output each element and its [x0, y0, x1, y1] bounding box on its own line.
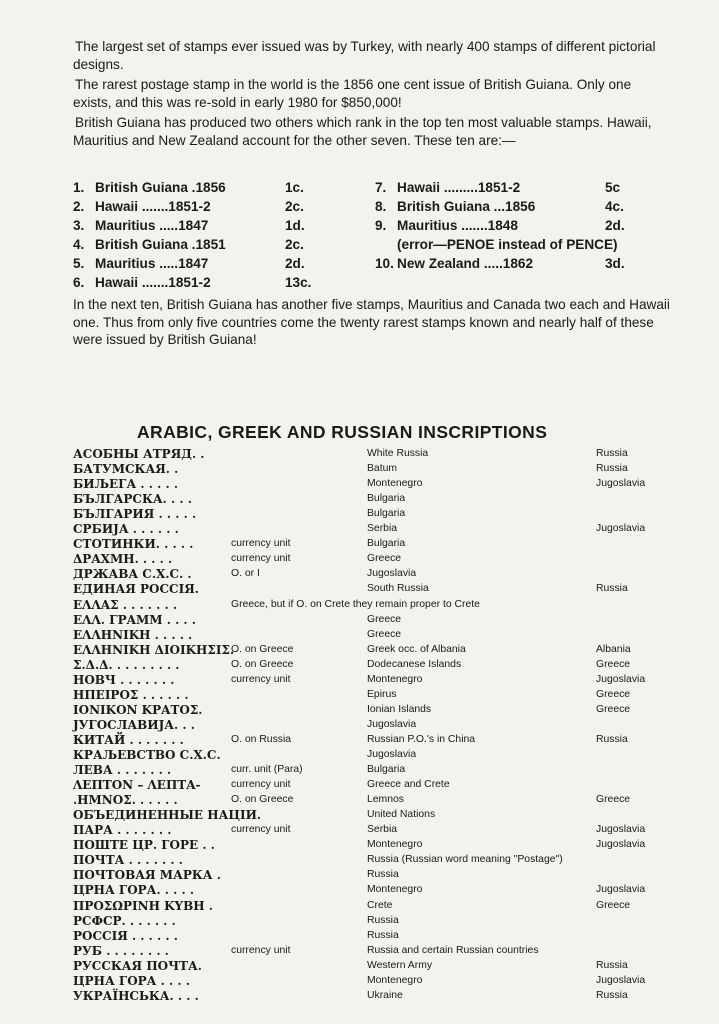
present-country: Greece [596, 688, 631, 700]
inscription-text: БАТУМСКАЯ. . [73, 462, 179, 477]
issuing-country: Ukraine [367, 989, 403, 1001]
stamp-year: 1851-2 [168, 199, 211, 214]
leader-dots: ......... [440, 180, 478, 195]
inscription-row [0, 673, 719, 687]
issuing-country: Montenegro [367, 974, 423, 986]
issuing-country: Russia (Russian word meaning "Postage") [367, 854, 563, 866]
inscription-text: ЛЕВА . . . . . . . [73, 763, 172, 778]
inscription-text: ОБЪЕДИНЕННЫЕ НАЦІИ. [73, 808, 262, 823]
inscription-row [0, 718, 719, 732]
stamp-value: 2d. [605, 218, 625, 233]
rarest-stamp-row [375, 235, 618, 254]
issuing-country: Jugoslavia [367, 568, 417, 580]
inscription-row [0, 868, 719, 882]
present-country: Russia [596, 583, 628, 595]
issuing-country: Russian P.O.'s in China [367, 733, 476, 745]
summary-paragraph: In the next ten, British Guiana has another five stamps, Mauritius and Canada two each and Hawaii one. Thus from only five countries come the twenty rarest stamps known and nearly half of these were issued by British Guiana! [73, 297, 670, 347]
rarest-stamp-row [375, 197, 624, 216]
inscription-text: ЦРНА ГОРА. . . . . [73, 883, 195, 898]
inscription-text: РУБ . . . . . . . . [73, 943, 169, 958]
stamp-value: 2c. [285, 237, 304, 252]
issuing-country: Bulgaria [367, 764, 406, 776]
stamp-year: 1856 [505, 199, 536, 214]
inscription-row [0, 883, 719, 897]
stamp-value: 5c [605, 180, 621, 195]
inscription-text: РОССІЯ . . . . . . [73, 928, 178, 943]
inscription-row [0, 914, 719, 928]
issuing-country: Greece [367, 553, 402, 565]
inscription-text: ΙΟΝΙΚΟΝ ΚΡΑΤΟΣ. [73, 702, 203, 717]
inscription-note: currency unit [231, 944, 291, 956]
issuing-country: Russia and certain Russian countries [367, 944, 539, 956]
intro-paragraph-turkey: The largest set of stamps ever issued was by Turkey, with nearly 400 stamps of different pictorial designs. [73, 39, 656, 72]
inscription-row [0, 507, 719, 521]
inscription-text: СРБИЈА . . . . . . [73, 522, 179, 537]
intro-text [73, 38, 673, 152]
inscription-note: O. or I [231, 568, 260, 580]
rarest-stamp-row [73, 178, 304, 197]
inscription-text: БЪЛГАРИЯ . . . . . [73, 507, 197, 522]
rank-number: 5. [73, 256, 85, 271]
stamp-country: Hawaii [397, 180, 441, 195]
inscription-note: curr. unit (Para) [231, 764, 303, 776]
inscription-row [0, 462, 719, 476]
inscription-note: Greece, but if O. on Crete they remain proper to Crete [231, 598, 480, 610]
inscription-text: ΗΠΕΙΡΟΣ . . . . . . [73, 687, 189, 702]
inscription-row [0, 733, 719, 747]
stamp-country: Hawaii [95, 199, 139, 214]
stamp-year: 1851 [195, 237, 226, 252]
present-country: Albania [596, 643, 631, 655]
inscription-row [0, 808, 719, 822]
leader-dots: . [187, 180, 196, 195]
issuing-country: Greek occ. of Albania [367, 643, 466, 655]
stamp-value: 2c. [285, 199, 304, 214]
inscription-text: РУССКАЯ ПОЧТА. [73, 958, 202, 973]
issuing-country: Greece [367, 628, 402, 640]
present-country: Greece [596, 658, 631, 670]
issuing-country: Greece and Crete [367, 779, 450, 791]
issuing-country: Russia [367, 929, 399, 941]
stamp-value: 2d. [285, 256, 305, 271]
rank-number: 6. [73, 275, 85, 290]
issuing-country: United Nations [367, 809, 436, 821]
inscription-row [0, 793, 719, 807]
inscription-note: currency unit [231, 538, 291, 550]
inscription-text: ПОЧТА . . . . . . . [73, 853, 183, 868]
inscription-row [0, 492, 719, 506]
issuing-country: Montenegro [367, 673, 423, 685]
inscription-row [0, 477, 719, 491]
rarest-stamp-row [73, 235, 304, 254]
present-country: Russia [596, 959, 628, 971]
rank-number: 2. [73, 199, 85, 214]
rank-number: 9. [375, 218, 387, 233]
inscription-text: ПОШТЕ ЦР. ГОРЕ . . [73, 838, 215, 853]
stamp-value: 3d. [605, 256, 625, 271]
stamp-country: New Zealand [397, 256, 481, 271]
rank-number: 4. [73, 237, 85, 252]
issuing-country: Montenegro [367, 884, 423, 896]
leader-dots: ....... [138, 275, 169, 290]
issuing-country: Ionian Islands [367, 703, 432, 715]
issuing-country: Batum [367, 463, 398, 475]
inscription-text: СТОТИНКИ. . . . . [73, 537, 194, 552]
stamp-year: 1856 [195, 180, 226, 195]
stamp-country: British Guiana [397, 199, 490, 214]
stamp-country: Mauritius [95, 256, 156, 271]
inscription-row [0, 959, 719, 973]
inscription-note: O. on Russia [231, 733, 292, 745]
inscription-text: УКРАЇНСЬКА. . . . [73, 988, 199, 1003]
present-country: Greece [596, 703, 631, 715]
stamp-country: British Guiana [95, 180, 188, 195]
inscription-row [0, 778, 719, 792]
stamp-year: 1848 [487, 218, 518, 233]
inscription-row [0, 703, 719, 717]
inscription-row [0, 598, 719, 612]
issuing-country: Serbia [367, 523, 398, 535]
leader-dots: ....... [457, 218, 488, 233]
leader-dots: . [187, 237, 196, 252]
inscription-row [0, 974, 719, 988]
issuing-country: Lemnos [367, 794, 404, 806]
stamp-country: Mauritius [397, 218, 458, 233]
stamp-country: British Guiana [95, 237, 188, 252]
present-country: Jugoslavia [596, 523, 646, 535]
inscription-note: currency unit [231, 553, 291, 565]
inscription-note: currency unit [231, 824, 291, 836]
present-country: Greece [596, 794, 631, 806]
issuing-country: Bulgaria [367, 538, 406, 550]
inscription-row [0, 582, 719, 596]
rank-number: 10. [375, 256, 394, 271]
intro-paragraph-guiana: The rarest postage stamp in the world is the 1856 one cent issue of British Guiana. Only one exists, and this was re-sold in early 1980 for $850,000! [73, 77, 632, 110]
rarest-stamp-row [73, 273, 312, 292]
inscription-row [0, 643, 719, 657]
inscription-text: ЕДИНАЯ РОССІЯ. [73, 582, 199, 597]
stamp-country: Hawaii [95, 275, 139, 290]
rank-number: 8. [375, 199, 387, 214]
present-country: Jugoslavia [596, 884, 646, 896]
inscription-text: ДРЖАВА С.Х.С. . [73, 567, 192, 582]
rarest-stamp-row [73, 216, 305, 235]
issuing-country: Western Army [367, 959, 433, 971]
inscription-text: БИЉЕГА . . . . . [73, 477, 178, 492]
rank-number: 7. [375, 180, 387, 195]
present-country: Greece [596, 899, 631, 911]
inscription-row [0, 567, 719, 581]
present-country: Jugoslavia [596, 839, 646, 851]
inscription-note: O. on Greece [231, 794, 294, 806]
issuing-country: Dodecanese Islands [367, 658, 462, 670]
issuing-country: Bulgaria [367, 493, 406, 505]
rarest-stamp-row [375, 216, 625, 235]
inscription-row [0, 628, 719, 642]
stamp-value: 4c. [605, 199, 624, 214]
issuing-country: Crete [367, 899, 393, 911]
rank-number: 1. [73, 180, 85, 195]
leader-dots: ..... [155, 218, 179, 233]
inscription-row [0, 899, 719, 913]
issuing-country: Russia [367, 914, 399, 926]
inscription-text: .ΗΜΝΟΣ. . . . . . [73, 793, 178, 808]
stamp-value: 1d. [285, 218, 305, 233]
issuing-country: Jugoslavia [367, 718, 417, 730]
rarest-stamps-list-right [375, 178, 625, 273]
rarest-stamp-row [375, 254, 625, 273]
issuing-country: Epirus [367, 688, 397, 700]
inscription-row [0, 763, 719, 777]
inscription-text: ΕΛΛΗΝΙΚΗ ΔΙΟΙΚΗΣΙΣ. [73, 642, 235, 657]
rarest-stamp-row [375, 178, 621, 197]
rank-number: 3. [73, 218, 85, 233]
rarest-stamp-row [73, 254, 305, 273]
present-country: Jugoslavia [596, 824, 646, 836]
inscription-text: ΔΡΑΧΜΗ. . . . . [73, 552, 173, 567]
stamp-year: 1862 [502, 256, 534, 271]
issuing-country: South Russia [367, 583, 429, 595]
inscription-text: ΛΕΠΤΟΝ – ΛΕΠΤΑ- [73, 778, 201, 793]
present-country: Russia [596, 463, 628, 475]
leader-dots: ..... [480, 256, 503, 271]
inscription-text: ЈУГОСЛАВИЈА. . . [73, 717, 195, 732]
rarest-stamp-row [73, 197, 304, 216]
stamp-year: 1847 [178, 218, 209, 233]
section-heading: ARABIC, GREEK AND RUSSIAN INSCRIPTIONS [137, 422, 548, 442]
inscription-row [0, 929, 719, 943]
inscription-row [0, 552, 719, 566]
inscription-text: АСОБНЫ АТРЯД. . [73, 447, 205, 461]
issuing-country: White Russia [367, 448, 429, 459]
inscription-text: Σ.Δ.Δ. . . . . . . . . [73, 657, 180, 672]
present-country: Jugoslavia [596, 974, 646, 986]
stamp-year: 1851-2 [168, 275, 211, 290]
inscription-row [0, 838, 719, 852]
inscription-row [0, 688, 719, 702]
inscription-text: ПОЧТОВАЯ МАРКА . [73, 868, 221, 883]
rarest-stamps-list-left [73, 178, 312, 292]
issuing-country: Montenegro [367, 478, 423, 490]
inscription-text: ΕΛΛΑΣ . . . . . . . [73, 597, 178, 612]
present-country: Russia [596, 733, 628, 745]
inscription-text: БЪЛГАРСКА. . . . [73, 492, 192, 507]
stamp-year: 1847 [178, 256, 209, 271]
inscription-note: O. on Greece [231, 658, 294, 670]
inscription-text: КРАЉЕВСТВО С.Х.С. [73, 748, 221, 762]
inscription-text: ΠΡΟΣΩΡΙΝΗ ΚΥΒΗ . [73, 898, 213, 913]
issuing-country: Serbia [367, 824, 398, 836]
issuing-country: Bulgaria [367, 508, 406, 520]
inscription-text: НОВЧ . . . . . . . [73, 672, 175, 687]
stamp-country: Mauritius [95, 218, 156, 233]
present-country: Jugoslavia [596, 673, 646, 685]
stamp-value: 13c. [285, 275, 312, 290]
leader-dots: ..... [155, 256, 179, 271]
present-country: Russia [596, 448, 628, 459]
intro-paragraph-top-ten: British Guiana has produced two others which rank in the top ten most valuable stamps. Hawaii, Mauritius and New Zealand account for the other seven. These ten are:— [73, 115, 652, 148]
stamp-year: 1851-2 [477, 180, 521, 195]
leader-dots: ... [489, 199, 506, 214]
inscription-note: currency unit [231, 779, 291, 791]
present-country: Russia [596, 989, 628, 1001]
inscription-row [0, 748, 719, 762]
inscription-text: РСФСР. . . . . . . [73, 913, 176, 928]
inscription-text: ЦРНА ГОРА . . . . [73, 973, 190, 988]
inscription-row [0, 522, 719, 536]
inscription-note: O. on Greece [231, 643, 294, 655]
issuing-country: Greece [367, 613, 402, 625]
stamp-country: (error—PENOE instead of PENCE) [397, 237, 618, 252]
inscription-row [0, 447, 719, 461]
inscription-text: ΕΛΛ. ΓΡΑΜΜ . . . . [73, 612, 196, 627]
issuing-country: Montenegro [367, 839, 423, 851]
issuing-country: Russia [367, 869, 399, 881]
inscription-row [0, 853, 719, 867]
leader-dots: ....... [138, 199, 169, 214]
issuing-country: Jugoslavia [367, 749, 417, 760]
inscription-row [0, 613, 719, 627]
inscription-text: КИТАЙ . . . . . . . [73, 732, 184, 747]
inscription-row [0, 944, 719, 958]
inscription-text: ΕΛΛΗΝΙΚΗ . . . . . [73, 627, 193, 642]
inscription-row [0, 989, 719, 1003]
inscription-note: currency unit [231, 673, 291, 685]
inscription-text: ПАРА . . . . . . . [73, 823, 172, 838]
inscription-row [0, 537, 719, 551]
inscription-row [0, 658, 719, 672]
inscription-row [0, 823, 719, 837]
present-country: Jugoslavia [596, 478, 646, 490]
stamp-value: 1c. [285, 180, 304, 195]
